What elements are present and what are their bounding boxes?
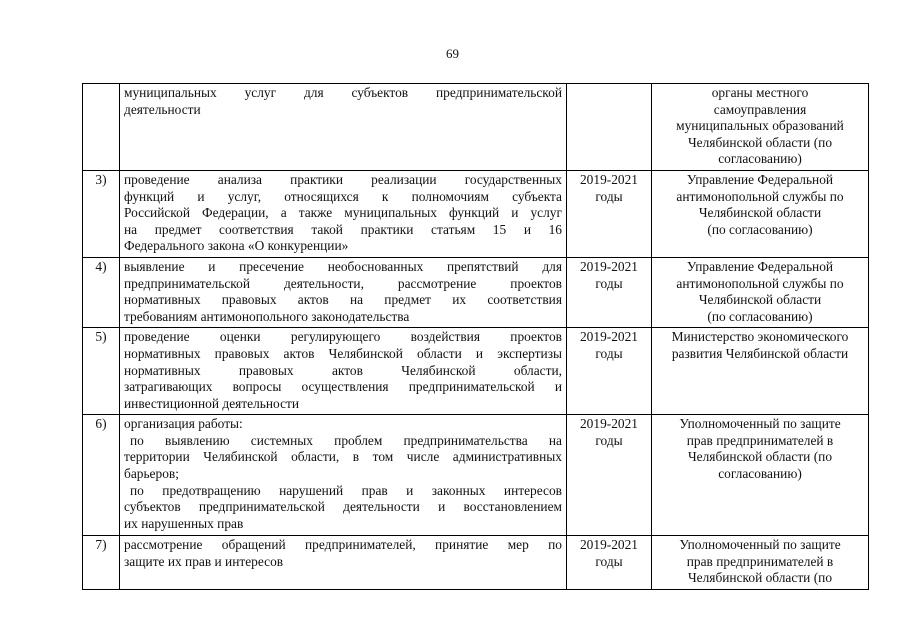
responsible-line: антимонопольной службы по <box>676 275 844 291</box>
period-years: 2019-2021 <box>579 537 639 553</box>
row-responsible <box>652 415 869 536</box>
responsible-line: (по согласованию) <box>707 221 813 237</box>
row-responsible <box>652 328 869 415</box>
row-number: 3) <box>83 170 120 257</box>
row-description <box>120 84 567 171</box>
period-unit: годы <box>595 553 623 569</box>
description-line: функций и услуг, относящихся к полномочиям субъекта <box>124 188 562 204</box>
row-responsible <box>652 84 869 171</box>
table-row <box>83 536 869 590</box>
period-unit: годы <box>595 345 623 361</box>
period-years: 2019-2021 <box>579 171 639 187</box>
description-line: требованиям антимонопольного законодательства <box>124 308 410 324</box>
description-line: выявление и пресечение необоснованных препятствий для <box>124 258 562 274</box>
description-line: предпринимательской деятельности, рассмотрение проектов <box>124 275 562 291</box>
description-line: по выявлению системных проблем предпринимательства на <box>130 432 562 448</box>
row-period <box>567 536 652 590</box>
description-line: Федерального закона «О конкуренции» <box>124 238 349 254</box>
page-number: 69 <box>446 46 459 61</box>
responsible-line: согласованию) <box>718 466 802 482</box>
row-number: 6) <box>83 415 120 536</box>
responsible-line: Челябинской области <box>698 205 822 221</box>
period-unit: годы <box>595 432 623 448</box>
row-description <box>120 257 567 327</box>
description-line: на предмет соответствия такой практики статьям 15 и 16 <box>124 221 562 237</box>
responsible-line: прав предпринимателей в <box>686 553 834 569</box>
row-number: 7) <box>83 536 120 590</box>
row-number <box>83 84 120 171</box>
description-line: организация работы: <box>124 416 243 432</box>
responsible-line: Челябинской области (по <box>687 449 833 465</box>
period-unit: годы <box>595 188 623 204</box>
row-responsible <box>652 536 869 590</box>
description-line: по предотвращению нарушений прав и законных интересов <box>130 482 562 498</box>
responsible-line: Управление Федеральной <box>686 258 834 274</box>
responsible-line: прав предпринимателей в <box>686 432 834 448</box>
table-row <box>83 257 869 327</box>
row-period <box>567 257 652 327</box>
responsible-line: Уполномоченный по защите <box>679 416 841 432</box>
row-period <box>567 328 652 415</box>
row-period <box>567 170 652 257</box>
period-years: 2019-2021 <box>579 258 639 274</box>
row-responsible <box>652 170 869 257</box>
responsible-line: антимонопольной службы по <box>676 188 844 204</box>
responsible-line: муниципальных образований <box>676 118 844 134</box>
responsible-line: Челябинской области (по <box>687 570 833 586</box>
responsible-line: самоуправления <box>713 101 807 117</box>
row-responsible <box>652 257 869 327</box>
responsible-line: развития Челябинской области <box>671 345 849 361</box>
description-line: Российской Федерации, а также муниципальных функций и услуг <box>124 205 562 221</box>
table-row <box>83 170 869 257</box>
table-row <box>83 328 869 415</box>
period-unit: годы <box>595 275 623 291</box>
description-line: территории Челябинской области, в том числе административных <box>124 449 562 465</box>
period-years: 2019-2021 <box>579 329 639 345</box>
description-line: затрагивающих вопросы осуществления предпринимательской и <box>124 379 562 395</box>
description-line: проведение анализа практики реализации государственных <box>124 171 562 187</box>
row-number: 4) <box>83 257 120 327</box>
description-line: проведение оценки регулирующего воздействия проектов <box>124 329 562 345</box>
row-number: 5) <box>83 328 120 415</box>
responsible-line: Управление Федеральной <box>686 171 834 187</box>
responsible-line: согласованию) <box>718 151 802 167</box>
row-description <box>120 415 567 536</box>
row-description <box>120 536 567 590</box>
description-line: рассмотрение обращений предпринимателей, принятие мер по <box>124 537 562 553</box>
description-line: барьеров; <box>124 466 179 482</box>
row-description <box>120 170 567 257</box>
description-line: субъектов предпринимательской деятельности и восстановлением <box>124 499 562 515</box>
description-line: нормативных правовых актов на предмет их соответствия <box>124 292 562 308</box>
responsible-line: Уполномоченный по защите <box>679 537 841 553</box>
description-line: инвестиционной деятельности <box>124 395 300 411</box>
description-line: муниципальных услуг для субъектов предпринимательской <box>124 85 562 100</box>
row-description <box>120 328 567 415</box>
responsible-line: Челябинской области <box>698 292 822 308</box>
responsible-line: (по согласованию) <box>707 308 813 324</box>
responsible-line: Челябинской области (по <box>687 134 833 150</box>
row-period <box>567 84 652 171</box>
activities-table <box>82 83 869 590</box>
period-years: 2019-2021 <box>579 416 639 432</box>
description-line: деятельности <box>124 101 201 117</box>
responsible-line: Министерство экономического <box>671 329 849 345</box>
responsible-line: органы местного <box>711 85 809 100</box>
row-period <box>567 415 652 536</box>
table-row <box>83 415 869 536</box>
description-line: нормативных правовых актов Челябинской области и экспертизы <box>124 345 562 361</box>
description-line: их нарушенных прав <box>124 515 244 531</box>
description-line: защите их прав и интересов <box>124 553 284 569</box>
table-row <box>83 84 869 171</box>
description-line: нормативных правовых актов Челябинской области, <box>124 362 562 378</box>
